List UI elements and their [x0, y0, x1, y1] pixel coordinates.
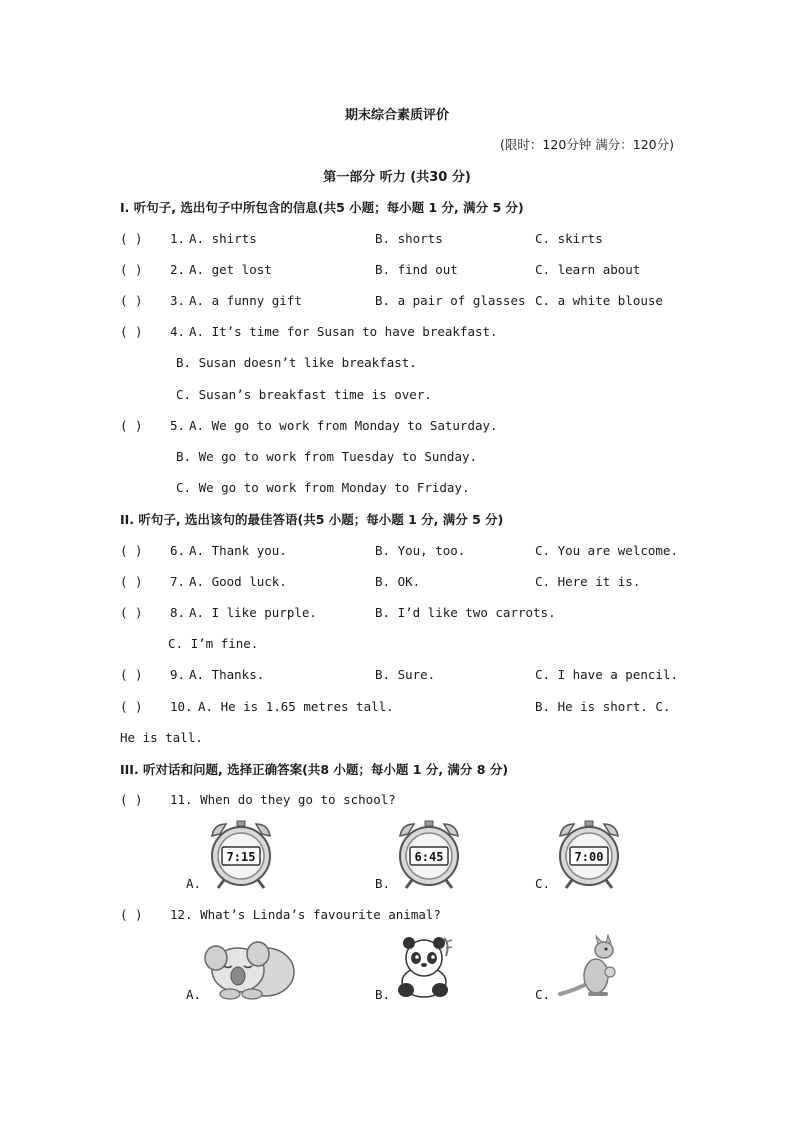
- q2-number: 2.: [170, 262, 186, 277]
- q4-option-a: A. It’s time for Susan to have breakfast.: [189, 324, 498, 339]
- answer-blank[interactable]: ( ): [120, 792, 143, 807]
- q11-label-c: C.: [535, 876, 551, 891]
- q10-option-c: He is tall.: [120, 730, 203, 745]
- q11-label-a: A.: [186, 876, 202, 891]
- answer-blank[interactable]: ( ): [120, 262, 143, 277]
- q9-number: 9.: [170, 667, 186, 682]
- alarm-clock-c[interactable]: [554, 818, 624, 890]
- q8-option-c: C. I’m fine.: [168, 636, 259, 651]
- q4-option-c: C. Susan’s breakfast time is over.: [176, 387, 432, 402]
- q1-option-c: C. skirts: [535, 231, 603, 246]
- q7-option-c: C. Here it is.: [535, 574, 641, 589]
- q11-question: 11. When do they go to school?: [170, 792, 396, 807]
- q12-label-a: A.: [186, 987, 202, 1002]
- q5-option-a: A. We go to work from Monday to Saturday.: [189, 418, 498, 433]
- q9-option-a: A. Thanks.: [189, 667, 265, 682]
- q3-number: 3.: [170, 293, 186, 308]
- q7-option-b: B. OK.: [375, 574, 421, 589]
- q1-option-b: B. shorts: [375, 231, 443, 246]
- q1-number: 1.: [170, 231, 186, 246]
- q12-question: 12. What’s Linda’s favourite animal?: [170, 907, 441, 922]
- section-2-heading: II. 听句子, 选出该句的最佳答语(共5 小题；每小题 1 分, 满分 5 分): [120, 512, 504, 527]
- q8-option-b: B. I’d like two carrots.: [375, 605, 556, 620]
- q3-option-a: A. a funny gift: [189, 293, 302, 308]
- q9-option-c: C. I have a pencil.: [535, 667, 678, 682]
- q5-option-c: C. We go to work from Monday to Friday.: [176, 480, 470, 495]
- koala-icon[interactable]: [204, 934, 296, 1000]
- alarm-clock-a[interactable]: [206, 818, 276, 890]
- q10-option-b: B. He is short. C.: [535, 699, 671, 714]
- q7-option-a: A. Good luck.: [189, 574, 287, 589]
- answer-blank[interactable]: ( ): [120, 293, 143, 308]
- q6-number: 6.: [170, 543, 186, 558]
- q3-option-c: C. a white blouse: [535, 293, 663, 308]
- q5-number: 5.: [170, 418, 186, 433]
- q7-number: 7.: [170, 574, 186, 589]
- q12-label-c: C.: [535, 987, 551, 1002]
- q2-option-b: B. find out: [375, 262, 458, 277]
- section-1-heading: I. 听句子, 选出句子中所包含的信息(共5 小题；每小题 1 分, 满分 5 分): [120, 200, 524, 215]
- alarm-clock-b[interactable]: [394, 818, 464, 890]
- clock-b-time: 6:45: [414, 850, 444, 864]
- q4-number: 4.: [170, 324, 186, 339]
- answer-blank[interactable]: ( ): [120, 699, 143, 714]
- part-heading: 第一部分 听力 (共30 分): [323, 170, 471, 185]
- time-limit: (限时：120分钟 满分：120分): [500, 137, 674, 152]
- answer-blank[interactable]: ( ): [120, 418, 143, 433]
- clock-a-time: 7:15: [226, 850, 256, 864]
- section-3-heading: III. 听对话和问题, 选择正确答案(共8 小题；每小题 1 分, 满分 8 分): [120, 762, 509, 777]
- panda-icon[interactable]: [394, 934, 458, 1000]
- kangaroo-icon[interactable]: [556, 934, 626, 1000]
- answer-blank[interactable]: ( ): [120, 231, 143, 246]
- q10-option-a: A. He is 1.65 metres tall.: [198, 699, 394, 714]
- q8-number: 8.: [170, 605, 186, 620]
- q8-option-a: A. I like purple.: [189, 605, 317, 620]
- q5-option-b: B. We go to work from Tuesday to Sunday.: [176, 449, 478, 464]
- q6-option-a: A. Thank you.: [189, 543, 287, 558]
- q2-option-a: A. get lost: [189, 262, 272, 277]
- q10-number: 10.: [170, 699, 193, 714]
- q6-option-c: C. You are welcome.: [535, 543, 678, 558]
- q12-label-b: B.: [375, 987, 391, 1002]
- answer-blank[interactable]: ( ): [120, 605, 143, 620]
- q9-option-b: B. Sure.: [375, 667, 436, 682]
- clock-c-time: 7:00: [574, 850, 604, 864]
- q2-option-c: C. learn about: [535, 262, 641, 277]
- q3-option-b: B. a pair of glasses: [375, 293, 526, 308]
- q1-option-a: A. shirts: [189, 231, 257, 246]
- answer-blank[interactable]: ( ): [120, 667, 143, 682]
- answer-blank[interactable]: ( ): [120, 324, 143, 339]
- answer-blank[interactable]: ( ): [120, 543, 143, 558]
- answer-blank[interactable]: ( ): [120, 574, 143, 589]
- q11-label-b: B.: [375, 876, 391, 891]
- q4-option-b: B. Susan doesn’t like breakfast.: [176, 355, 417, 370]
- q6-option-b: B. You, too.: [375, 543, 466, 558]
- page-title: 期末综合素质评价: [344, 108, 449, 123]
- answer-blank[interactable]: ( ): [120, 907, 143, 922]
